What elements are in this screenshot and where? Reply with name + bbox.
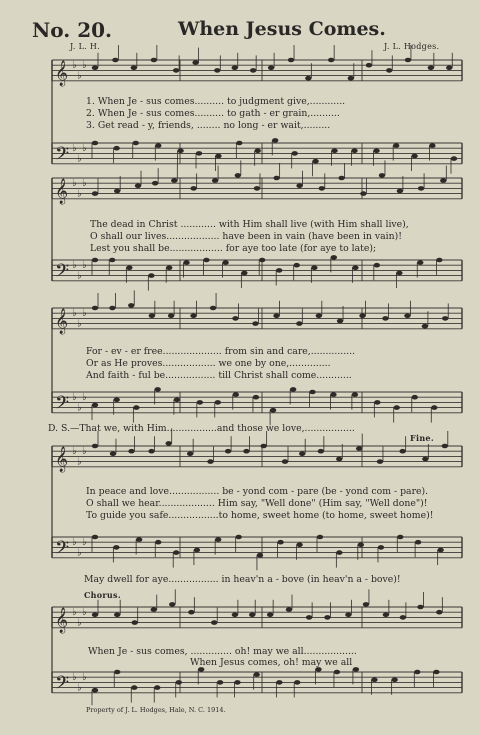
chorus-label: Chorus. [84,590,121,600]
notehead [290,387,296,392]
flat-icon: ♭ [77,70,82,82]
notehead [136,537,142,542]
notehead [133,405,139,410]
notehead [305,76,311,81]
notehead [176,680,182,685]
notehead [92,403,98,408]
notehead [128,303,134,308]
notehead [330,392,336,397]
notehead [166,266,172,271]
flat-icon: ♭ [82,392,87,404]
notehead [276,268,282,273]
notehead [131,685,137,690]
notehead [215,400,221,405]
notehead [217,680,223,685]
notehead [433,670,439,675]
flat-icon: ♭ [82,60,87,72]
notehead [331,255,337,260]
lyric-line: 3. Get read - y, friends, ........ no long - er wait,......... [86,120,331,131]
notehead [254,149,260,154]
notehead [133,141,139,146]
notehead [192,60,198,65]
flat-icon: ♭ [77,153,82,165]
notehead [169,602,175,607]
notehead [215,537,221,542]
notehead [351,149,357,154]
flat-icon: ♭ [72,607,77,619]
notehead [417,260,423,265]
notehead [214,68,220,73]
notehead [241,271,247,276]
notehead [92,191,98,196]
lyric-line: May dwell for aye................. in heav'n a - bove (in heav'n a - bove)! [84,574,401,585]
notehead [324,615,330,620]
notehead [366,63,372,68]
lyric-line: To guide you safe.................to home, sweet home (to home, sweet home)! [86,510,434,521]
notehead [356,446,362,451]
notehead [306,615,312,620]
treble-clef-icon: 𝄞 [55,446,69,472]
notehead [276,680,282,685]
notehead [92,258,98,263]
lyric-line: Or as He proves.................. we one by one,.............. [86,358,331,369]
notehead [235,535,241,540]
flat-icon: ♭ [72,178,77,190]
lyric-line: 1. When Je - sus comes.......... to judgment give,............ [86,96,346,107]
notehead [197,400,203,405]
notehead [318,449,324,454]
notehead [92,141,98,146]
notehead [418,186,424,191]
notehead [135,184,141,189]
notehead [311,266,317,271]
notehead [391,678,397,683]
notehead [374,263,380,268]
notehead [154,685,160,690]
notehead [353,667,359,672]
notehead [431,405,437,410]
flat-icon: ♭ [82,537,87,549]
notehead [203,258,209,263]
notehead [272,138,278,143]
notehead [174,398,180,403]
notehead [394,405,400,410]
notehead [309,390,315,395]
notehead [374,400,380,405]
notehead [233,392,239,397]
lyric-line: O shall we hear................... Him say, "Well done" (Him say, "Well done")! [86,498,428,509]
flat-icon: ♭ [77,318,82,330]
notehead [379,173,385,178]
notehead [109,258,115,263]
notehead [92,688,98,693]
notehead [148,449,154,454]
notehead [396,271,402,276]
lyric-line: And faith - ful be................. till Christ shall come............ [86,370,352,381]
notehead [422,457,428,462]
notehead [393,143,399,148]
notehead [334,670,340,675]
notehead [190,186,196,191]
notehead [405,58,411,63]
notehead [386,68,392,73]
notehead [436,258,442,263]
notehead [92,535,98,540]
treble-clef-icon: 𝄞 [55,607,69,633]
notehead [312,159,318,164]
notehead [253,672,259,677]
notehead [411,154,417,159]
flat-icon: ♭ [82,446,87,458]
notehead [399,449,405,454]
notehead [225,449,231,454]
notehead [360,191,366,196]
flat-icon: ♭ [72,446,77,458]
hymn-number: No. 20. [32,18,112,42]
bass-clef-icon: 𝄢 [55,260,70,286]
notehead [363,602,369,607]
notehead [215,154,221,159]
notehead [196,151,202,156]
notehead [183,260,189,265]
copyright-footer: Property of J. L. Hodges, Hale, N. C. 1914. [86,706,226,714]
flat-icon: ♭ [82,308,87,320]
treble-clef-icon: 𝄞 [55,60,69,86]
notehead [232,316,238,321]
notehead [112,58,118,63]
lyric-line: When Je - sus comes, .............. oh! may we all.................. [88,646,357,657]
notehead [190,314,196,319]
flat-icon: ♭ [82,607,87,619]
notehead [188,610,194,615]
notehead [296,184,302,189]
composer-credit: J. L. Hodges. [384,42,440,51]
flat-icon: ♭ [72,60,77,72]
notehead [152,181,158,186]
notehead [371,678,377,683]
notehead [257,553,263,558]
notehead [173,68,179,73]
notehead [114,613,120,618]
notehead [294,263,300,268]
notehead [415,540,421,545]
notehead [336,550,342,555]
notehead [442,316,448,321]
notehead [268,66,274,71]
notehead [212,178,218,183]
notehead [113,545,119,550]
notehead [286,607,292,612]
notehead [154,387,160,392]
notehead [207,459,213,464]
notehead [337,319,343,324]
notehead [168,314,174,319]
flat-icon: ♭ [77,617,82,629]
flat-icon: ♭ [77,402,82,414]
notehead [417,605,423,610]
notehead [451,156,457,161]
flat-icon: ♭ [72,537,77,549]
notehead [235,173,241,178]
bass-clef-icon: 𝄢 [55,392,70,418]
notehead [299,452,305,457]
notehead [383,613,389,618]
treble-clef-icon: 𝄞 [55,308,69,334]
notehead [114,189,120,194]
treble-clef-icon: 𝄞 [55,178,69,204]
notehead [249,613,255,618]
flat-icon: ♭ [77,456,82,468]
notehead [377,459,383,464]
notehead [110,452,116,457]
notehead [429,143,435,148]
notehead [336,457,342,462]
notehead [171,178,177,183]
lyric-line: 2. When Je - sus comes.......... to gath - er grain,.......... [86,108,340,119]
lyricist-credit: J. L. H. [70,42,100,51]
notehead [211,620,217,625]
notehead [428,66,434,71]
notehead [113,398,119,403]
notehead [296,321,302,326]
notehead [352,392,358,397]
lyric-line: When Jesus comes, oh! may we all [190,657,353,668]
flat-icon: ♭ [72,260,77,272]
notehead [437,548,443,553]
notehead [126,266,132,271]
notehead [166,441,172,446]
notehead [348,76,354,81]
notehead [319,186,325,191]
flat-icon: ♭ [77,270,82,282]
notehead [92,613,98,618]
hymn-title: When Jesus Comes. [178,18,386,40]
lyric-line: In peace and love................. be - yond com - pare (be - yond com - pare). [86,486,429,497]
notehead [373,149,379,154]
flat-icon: ♭ [72,672,77,684]
notehead [92,306,98,311]
notehead [92,444,98,449]
notehead [273,314,279,319]
flat-icon: ♭ [82,260,87,272]
notehead [359,314,365,319]
notehead [397,535,403,540]
notehead [442,444,448,449]
notehead [254,186,260,191]
notehead [317,535,323,540]
notehead [222,260,228,265]
notehead [92,66,98,71]
notehead [282,459,288,464]
flat-icon: ♭ [72,308,77,320]
notehead [316,314,322,319]
bass-clef-icon: 𝄢 [55,672,70,698]
notehead [177,149,183,154]
notehead [412,395,418,400]
notehead [294,680,300,685]
notehead [234,680,240,685]
notehead [267,613,273,618]
notehead [173,550,179,555]
notehead [155,540,161,545]
notehead [331,149,337,154]
lyric-line: Lest you shall be.................. for aye too late (for aye to late); [90,243,377,254]
flat-icon: ♭ [77,547,82,559]
flat-icon: ♭ [77,682,82,694]
notehead [187,452,193,457]
notehead [446,66,452,71]
ds-line: D. S.—That we, with Him.................and those we love,................. [48,423,355,434]
notehead [328,58,334,63]
notehead [338,176,344,181]
notehead [436,610,442,615]
notehead [414,670,420,675]
notehead [404,314,410,319]
notehead [250,68,256,73]
notehead [440,178,446,183]
notehead [270,408,276,413]
notehead [151,58,157,63]
flat-icon: ♭ [82,672,87,684]
notehead [382,316,388,321]
notehead [243,449,249,454]
notehead [296,543,302,548]
notehead [232,613,238,618]
bass-clef-icon: 𝄢 [55,537,70,563]
notehead [397,189,403,194]
notehead [236,141,242,146]
flat-icon: ♭ [77,188,82,200]
notehead [194,548,200,553]
notehead [252,321,258,326]
flat-icon: ♭ [82,143,87,155]
notehead [148,273,154,278]
notehead [292,151,298,156]
notehead [253,395,259,400]
lyric-line: O shall our lives.................. have been in vain (have been in vain)! [90,231,402,242]
notehead [210,306,216,311]
notehead [352,266,358,271]
lyric-line: The dead in Christ ............ with Him shall live (with Him shall live), [90,219,409,230]
notehead [232,66,238,71]
notehead [277,540,283,545]
flat-icon: ♭ [82,178,87,190]
notehead [358,543,364,548]
notehead [378,545,384,550]
notehead [288,58,294,63]
notehead [114,670,120,675]
notehead [131,66,137,71]
flat-icon: ♭ [72,392,77,404]
flat-icon: ♭ [72,143,77,155]
notehead [260,444,266,449]
notehead [151,607,157,612]
notehead [345,613,351,618]
notehead [109,306,115,311]
notehead [128,449,134,454]
notehead [155,143,161,148]
notehead [132,620,138,625]
notehead [259,258,265,263]
notehead [149,314,155,319]
lyric-line: For - ev - er free.................... from sin and care,............... [86,346,356,357]
bass-clef-icon: 𝄢 [55,143,70,169]
notehead [400,615,406,620]
notehead [113,146,119,151]
fine-marking: Fine. [410,433,434,443]
notehead [422,324,428,329]
notehead [273,176,279,181]
